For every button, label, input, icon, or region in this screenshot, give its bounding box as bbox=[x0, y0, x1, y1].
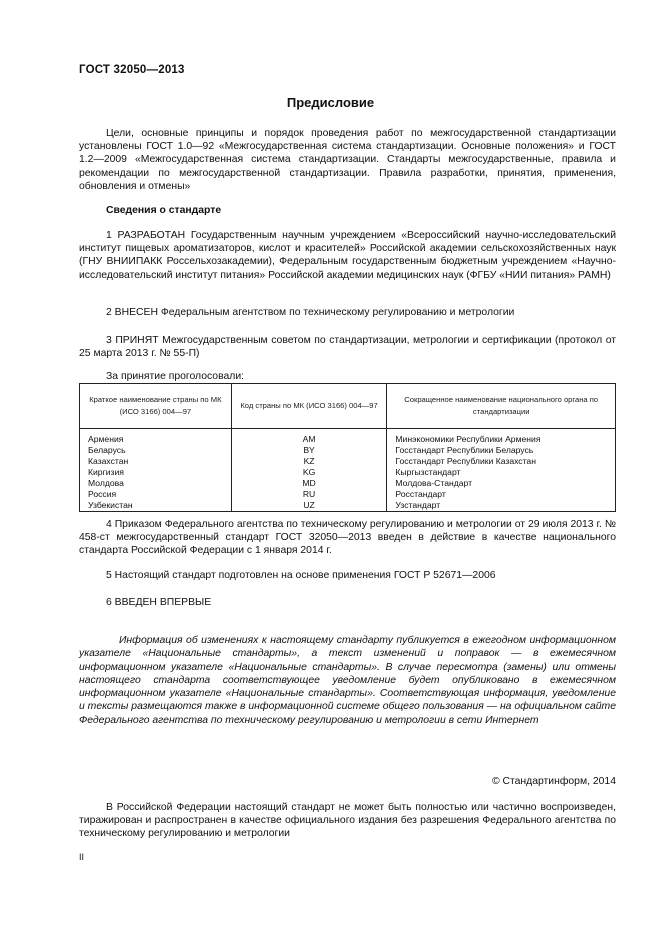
country-cell: Молдова bbox=[80, 478, 232, 489]
reproduction-notice: В Российской Федерации настоящий стандарт не может быть полностью или частично воспроизведен, тиражирован и распространен в качестве официального издания без разрешения Федерального агентства по техническому регулированию и метрологии bbox=[79, 802, 616, 840]
intro-paragraph: Цели, основные принципы и порядок проведения работ по межгосударственной стандартизации установлены ГОСТ 1.0—92 «Межгосударственная система стандартизации. Основные положения» и ГОСТ 1.2—2009 «Межгосударственная система стандартизации. Стандарты межгосударственные, правила и рекомендации по межгосударственной стандартизации. Правила разработки, принятия, применения, обновления и отмены» bbox=[79, 128, 616, 192]
table-row bbox=[80, 500, 616, 512]
country-cell: Узбекистан bbox=[80, 500, 232, 512]
body-cell: Молдова-Стандарт bbox=[387, 478, 616, 489]
table-row bbox=[80, 445, 616, 456]
column-header-country: Краткое наименование страны по МК (ИСО 3166) 004—97 bbox=[80, 384, 232, 429]
code-cell: KG bbox=[231, 467, 387, 478]
country-cell: Армения bbox=[80, 429, 232, 446]
body-cell: Кыргызстандарт bbox=[387, 467, 616, 478]
voted-label: За принятие проголосовали: bbox=[106, 371, 245, 382]
changes-notice: Информация об изменениях к настоящему стандарту публикуется в ежегодном информационном указателе «Национальные стандарты», а текст изменений и поправок — в ежемесячном информационном указателе «Национальные стандарты». В случае пересмотра (замены) или отмены настоящего стандарта соответствующее уведомление будет опубликовано в ежемесячном информационном указателе «Национальные стандарты». Соответствующая информация, уведомление и тексты размещаются также в информационной системе общего пользования — на официальном сайте Федерального агентства по техническому регулированию и метрологии в сети Интернет bbox=[79, 635, 616, 726]
body-cell: Минэкономики Республики Армения bbox=[387, 429, 616, 446]
table-header-row bbox=[80, 384, 616, 429]
table-row bbox=[80, 467, 616, 478]
code-cell: RU bbox=[231, 489, 387, 500]
standard-id-header: ГОСТ 32050—2013 bbox=[79, 64, 185, 76]
country-cell: Казахстан bbox=[80, 456, 232, 467]
country-cell: Киргизия bbox=[80, 467, 232, 478]
table-row bbox=[80, 456, 616, 467]
body-cell: Росстандарт bbox=[387, 489, 616, 500]
code-cell: KZ bbox=[231, 456, 387, 467]
table-row bbox=[80, 489, 616, 500]
country-cell: Беларусь bbox=[80, 445, 232, 456]
code-cell: AM bbox=[231, 429, 387, 446]
item-submitted: 2 ВНЕСЕН Федеральным агентством по техническому регулированию и метрологии bbox=[106, 307, 515, 318]
info-heading: Сведения о стандарте bbox=[106, 205, 222, 216]
body-cell: Госстандарт Республики Беларусь bbox=[387, 445, 616, 456]
body-cell: Госстандарт Республики Казахстан bbox=[387, 456, 616, 467]
page-title: Предисловие bbox=[286, 95, 375, 110]
item-enacted: 4 Приказом Федерального агентства по техническому регулированию и метрологии от 29 июля 2013 г. № 458-ст межгосударственный стандарт ГОСТ 32050—2013 введен в действие в качестве национального стандарта Российской Федерации с 1 января 2014 г. bbox=[79, 519, 616, 557]
column-header-code: Код страны по МК (ИСО 3166) 004—97 bbox=[231, 384, 387, 429]
copyright-line: © Стандартинформ, 2014 bbox=[491, 776, 616, 787]
table-row bbox=[80, 429, 616, 446]
item-adopted: 3 ПРИНЯТ Межгосударственным советом по стандартизации, метрологии и сертификации (протокол от 25 марта 2013 г. № 55-П) bbox=[79, 335, 616, 360]
item-introduced: 6 ВВЕДЕН ВПЕРВЫЕ bbox=[106, 597, 212, 608]
column-header-body: Сокращенное наименование национального органа по стандартизации bbox=[387, 384, 616, 429]
voting-table bbox=[79, 383, 616, 512]
table-row bbox=[80, 478, 616, 489]
body-cell: Узстандарт bbox=[387, 500, 616, 512]
code-cell: UZ bbox=[231, 500, 387, 512]
code-cell: MD bbox=[231, 478, 387, 489]
page-number: II bbox=[79, 852, 85, 862]
item-developed: 1 РАЗРАБОТАН Государственным научным учреждением «Всероссийский научно-исследовательский институт пищевых ароматизаторов, кислот и красителей» Российской академии сельскохозяйственных наук (ГНУ ВНИИПАКК Россельхозакадемии), Федеральным государственным бюджетным учреждением «Научно-исследовательский институт питания» Российской академии медицинских наук (ФГБУ «НИИ питания» РАМН) bbox=[79, 230, 616, 281]
item-basis: 5 Настоящий стандарт подготовлен на основе применения ГОСТ Р 52671—2006 bbox=[106, 570, 496, 581]
code-cell: BY bbox=[231, 445, 387, 456]
country-cell: Россия bbox=[80, 489, 232, 500]
